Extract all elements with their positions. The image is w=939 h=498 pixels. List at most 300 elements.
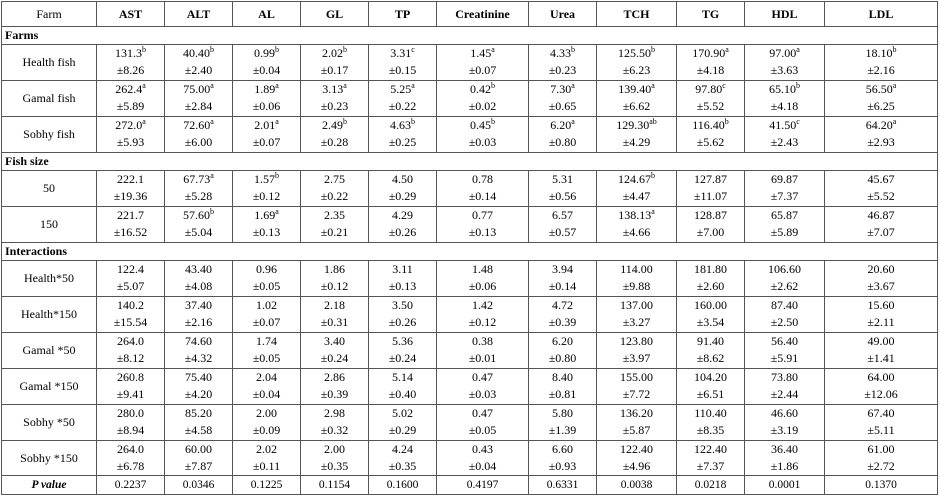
cell-mean (165, 297, 232, 314)
mean-value: 36.40 (771, 442, 798, 456)
row-label: Health fish (2, 45, 97, 81)
table-cell (369, 368, 437, 404)
table-cell (369, 296, 437, 332)
cell-error: ±5.11 (867, 423, 895, 438)
significance-letter: b (343, 117, 347, 127)
significance-letter: c (411, 45, 415, 55)
table-cell (437, 404, 529, 440)
table-row (2, 80, 938, 116)
mean-value: 138.13 (618, 208, 652, 223)
mean-value: 2.98 (324, 406, 345, 421)
table-cell (301, 332, 369, 368)
mean-value: 140.2 (117, 298, 144, 313)
cell-error: ±2.62 (770, 279, 799, 294)
cell-error: ±0.12 (252, 189, 281, 204)
table-cell (529, 368, 597, 404)
table-cell (165, 440, 233, 476)
cell-mean (597, 297, 676, 314)
cell-mean (825, 117, 937, 134)
cell-mean (677, 117, 744, 134)
cell-mean (301, 369, 368, 386)
cell-mean (745, 441, 824, 458)
table-cell (233, 332, 301, 368)
cell-error: ±5.87 (622, 423, 651, 438)
cell-mean (233, 441, 300, 458)
cell-error: ±2.84 (184, 99, 213, 114)
mean-value: 40.40 (183, 46, 210, 61)
cell-mean (677, 81, 744, 98)
cell-error: ±0.06 (252, 99, 281, 114)
cell-mean (97, 261, 164, 278)
cell-error: ±1.41 (867, 351, 895, 366)
cell-error: ±0.04 (252, 63, 281, 78)
mean-value: 1.86 (324, 262, 345, 277)
table-cell (369, 206, 437, 242)
cell-mean (301, 297, 368, 314)
header-row (2, 2, 938, 27)
mean-value: 2.75 (324, 172, 345, 187)
cell-error: ±3.67 (867, 279, 895, 294)
mean-value: 160.00 (694, 298, 727, 313)
significance-letter: a (571, 117, 575, 127)
table-cell (597, 368, 677, 404)
cell-mean (437, 207, 528, 224)
significance-letter: a (142, 81, 146, 91)
cell-mean (97, 369, 164, 386)
cell-error: ±0.12 (320, 279, 349, 294)
mean-value: 264.0 (117, 442, 144, 456)
table-cell (825, 80, 938, 116)
cell-mean (165, 117, 232, 134)
cell-error: ±0.14 (548, 279, 577, 294)
cell-error: ±0.39 (320, 387, 349, 402)
table-cell (437, 368, 529, 404)
table-cell (677, 45, 745, 81)
cell-error: ±8.12 (116, 351, 145, 366)
cell-mean (597, 117, 676, 134)
table-row (2, 45, 938, 81)
cell-error: ±4.20 (184, 387, 213, 402)
mean-value: 222.1 (117, 172, 144, 187)
mean-value: 2.01 (254, 118, 276, 133)
cell-error: ±0.39 (548, 315, 577, 330)
cell-error: ±4.32 (184, 351, 213, 366)
cell-mean (529, 261, 596, 278)
cell-mean (369, 117, 436, 134)
cell-mean (437, 297, 528, 314)
cell-error: ±0.25 (388, 135, 417, 150)
table-cell (437, 260, 529, 296)
pvalue-label: P value (2, 476, 97, 495)
mean-value: 65.10 (769, 82, 796, 97)
pvalue-cell: 0.1225 (233, 476, 301, 495)
table-row (2, 260, 938, 296)
table-cell (369, 80, 437, 116)
mean-value: 2.02 (322, 46, 343, 61)
cell-error: ±2.40 (184, 63, 213, 78)
cell-mean (597, 333, 676, 350)
significance-letter: a (651, 207, 655, 217)
mean-value: 262.4 (115, 82, 143, 97)
table-cell (597, 404, 677, 440)
cell-mean (369, 405, 436, 422)
table-header (2, 2, 938, 27)
table-cell (369, 170, 437, 206)
table-cell (369, 332, 437, 368)
table-cell (369, 260, 437, 296)
mean-value: 2.02 (256, 442, 277, 456)
table-row (2, 440, 938, 476)
mean-value: 2.00 (256, 406, 277, 421)
cell-mean (745, 45, 824, 62)
table-cell (597, 206, 677, 242)
table-cell (233, 368, 301, 404)
table-cell (745, 332, 825, 368)
mean-value: 0.47 (472, 370, 493, 385)
table-cell (301, 260, 369, 296)
mean-value: 46.60 (771, 406, 798, 421)
cell-error: ±2.72 (867, 459, 895, 473)
header-tch: TCH (597, 2, 677, 27)
table-cell (97, 45, 165, 81)
cell-mean (165, 333, 232, 350)
cell-error: ±7.87 (184, 459, 213, 473)
cell-mean (97, 45, 164, 62)
mean-value: 4.50 (392, 172, 413, 187)
header-creatinine: Creatinine (437, 2, 529, 27)
cell-mean (369, 297, 436, 314)
cell-mean (437, 441, 528, 458)
significance-letter: a (725, 45, 729, 55)
cell-mean (825, 45, 937, 62)
mean-value: 3.94 (552, 262, 573, 277)
cell-mean (301, 207, 368, 224)
cell-error: ±0.15 (388, 63, 417, 78)
table-cell (437, 206, 529, 242)
cell-error: ±0.31 (320, 315, 349, 330)
mean-value: 110.40 (694, 406, 727, 421)
cell-error: ±0.04 (252, 387, 281, 402)
table-cell (369, 116, 437, 152)
significance-letter: a (571, 81, 575, 91)
mean-value: 0.45 (470, 118, 491, 133)
table-row (2, 332, 938, 368)
table-cell (529, 170, 597, 206)
mean-value: 67.73 (183, 172, 211, 187)
cell-mean (825, 369, 937, 386)
significance-letter: a (142, 117, 146, 127)
cell-error: ±12.06 (864, 387, 898, 402)
mean-value: 87.40 (771, 298, 798, 313)
cell-mean (529, 297, 596, 314)
cell-error: ±2.50 (770, 315, 799, 330)
mean-value: 124.67 (618, 172, 651, 187)
table-cell (529, 80, 597, 116)
cell-error: ±9.88 (622, 279, 651, 294)
mean-value: 5.02 (392, 406, 413, 421)
row-label: Gamal *50 (2, 332, 97, 368)
significance-letter: b (210, 207, 214, 217)
cell-mean (233, 369, 300, 386)
cell-mean (437, 117, 528, 134)
mean-value: 0.42 (470, 82, 491, 97)
cell-mean (165, 441, 232, 458)
cell-error: ±0.05 (252, 279, 281, 294)
mean-value: 6.57 (552, 208, 573, 223)
cell-mean (597, 405, 676, 422)
cell-error: ±6.62 (622, 99, 651, 114)
cell-mean (437, 261, 528, 278)
table-cell (677, 206, 745, 242)
table-cell (369, 440, 437, 476)
cell-mean (165, 369, 232, 386)
cell-mean (97, 441, 164, 458)
significance-letter: b (210, 45, 214, 55)
table-cell (597, 440, 677, 476)
significance-letter: a (892, 117, 897, 127)
cell-error: ±6.23 (622, 63, 651, 78)
pvalue-cell: 0.0218 (677, 476, 745, 495)
significance-letter: b (892, 45, 897, 55)
table-row (2, 296, 938, 332)
cell-error: ±4.29 (622, 135, 651, 150)
cell-error: ±5.93 (116, 135, 145, 150)
mean-value: 114.00 (620, 262, 653, 277)
cell-error: ±4.18 (696, 63, 725, 78)
table-cell (165, 368, 233, 404)
cell-error: ±5.28 (184, 189, 213, 204)
cell-error: ±2.43 (770, 135, 799, 150)
table-cell (301, 296, 369, 332)
cell-mean (437, 81, 528, 98)
cell-mean (745, 207, 824, 224)
significance-letter: a (892, 81, 897, 91)
mean-value: 122.40 (620, 442, 653, 456)
mean-value: 0.77 (472, 208, 493, 223)
pvalue-row (2, 476, 938, 495)
table-cell (233, 440, 301, 476)
mean-value: 3.11 (392, 262, 413, 277)
cell-mean (369, 207, 436, 224)
cell-error: ±0.12 (468, 315, 497, 330)
cell-error: ±8.94 (116, 423, 145, 438)
mean-value: 3.13 (322, 82, 344, 97)
table-cell (97, 332, 165, 368)
cell-error: ±7.07 (867, 225, 895, 240)
mean-value: 8.40 (552, 370, 573, 385)
cell-mean (597, 441, 676, 458)
cell-error: ±5.89 (116, 99, 145, 114)
mean-value: 75.00 (183, 82, 211, 97)
cell-mean (233, 297, 300, 314)
significance-letter: a (343, 81, 347, 91)
table-cell (597, 45, 677, 81)
cell-error: ±0.02 (468, 99, 497, 114)
section-title: Interactions (2, 242, 938, 260)
cell-mean (165, 45, 232, 62)
table-cell (233, 206, 301, 242)
cell-error: ±0.65 (548, 99, 577, 114)
significance-letter: b (275, 45, 279, 55)
cell-error: ±2.16 (867, 63, 895, 78)
cell-error: ±5.91 (770, 351, 799, 366)
mean-value: 64.20 (865, 118, 893, 133)
cell-mean (301, 81, 368, 98)
table-cell (437, 45, 529, 81)
mean-value: 1.48 (472, 262, 493, 277)
mean-value: 91.40 (697, 334, 724, 349)
cell-error: ±7.00 (696, 225, 725, 240)
mean-value: 137.00 (620, 298, 653, 313)
cell-error: ±4.66 (622, 225, 651, 240)
cell-mean (437, 405, 528, 422)
cell-mean (369, 369, 436, 386)
table-cell (825, 206, 938, 242)
cell-error: ±0.05 (252, 351, 281, 366)
significance-letter: b (651, 45, 655, 55)
cell-mean (301, 441, 368, 458)
table-cell (369, 45, 437, 81)
table-cell (745, 80, 825, 116)
significance-letter: b (571, 45, 575, 55)
mean-value: 6.60 (552, 442, 573, 456)
cell-error: ±16.52 (113, 225, 148, 240)
table-row (2, 368, 938, 404)
significance-letter: a (210, 117, 214, 127)
cell-error: ±0.57 (548, 225, 577, 240)
row-label: Gamal fish (2, 80, 97, 116)
cell-error: ±0.40 (388, 387, 417, 402)
cell-mean (529, 171, 596, 188)
table-cell (825, 170, 938, 206)
significance-letter: a (275, 117, 279, 127)
header-alt: ALT (165, 2, 233, 27)
mean-value: 65.87 (771, 208, 798, 223)
mean-value: 97.80 (695, 82, 723, 97)
significance-letter: a (796, 45, 800, 55)
table-cell (165, 170, 233, 206)
mean-value: 1.89 (254, 82, 276, 97)
cell-mean (97, 405, 164, 422)
results-table (1, 1, 938, 495)
mean-value: 127.87 (694, 172, 727, 187)
cell-mean (677, 369, 744, 386)
table-cell (301, 45, 369, 81)
significance-letter: b (796, 81, 800, 91)
mean-value: 74.60 (185, 334, 212, 349)
significance-letter: ab (649, 117, 657, 127)
mean-value: 45.67 (867, 172, 895, 187)
cell-error: ±0.81 (548, 387, 577, 402)
cell-error: ±19.36 (113, 189, 148, 204)
mean-value: 41.50 (769, 118, 797, 133)
significance-letter: b (724, 117, 729, 127)
pvalue-cell: 0.6331 (529, 476, 597, 495)
table-cell (301, 404, 369, 440)
cell-error: ±0.13 (468, 225, 497, 240)
cell-mean (437, 45, 528, 62)
cell-error: ±0.28 (320, 135, 349, 150)
cell-error: ±0.23 (320, 99, 349, 114)
mean-value: 5.36 (392, 334, 413, 349)
table-cell (165, 296, 233, 332)
table-cell (597, 80, 677, 116)
cell-mean (369, 45, 436, 62)
pvalue-cell: 0.0001 (745, 476, 825, 495)
mean-value: 5.80 (552, 406, 573, 421)
cell-mean (529, 369, 596, 386)
table-cell (165, 80, 233, 116)
mean-value: 15.60 (867, 298, 895, 313)
table-cell (677, 332, 745, 368)
mean-value: 129.30 (616, 118, 650, 133)
mean-value: 2.35 (324, 208, 345, 223)
cell-mean (301, 405, 368, 422)
table-cell (97, 368, 165, 404)
table-body (2, 27, 938, 495)
cell-mean (677, 297, 744, 314)
cell-error: ±2.16 (184, 315, 213, 330)
cell-mean (369, 261, 436, 278)
table-cell (745, 368, 825, 404)
cell-error: ±0.24 (320, 351, 349, 366)
mean-value: 56.50 (865, 82, 893, 97)
cell-error: ±8.26 (116, 63, 145, 78)
cell-mean (369, 441, 436, 458)
table-cell (825, 440, 938, 476)
mean-value: 18.10 (865, 46, 893, 61)
mean-value: 6.20 (550, 118, 572, 133)
table-cell (677, 440, 745, 476)
row-label: 50 (2, 170, 97, 206)
table-row (2, 170, 938, 206)
table-cell (825, 45, 938, 81)
cell-error: ±0.35 (388, 459, 417, 473)
cell-mean (97, 171, 164, 188)
table-cell (97, 80, 165, 116)
table-cell (97, 260, 165, 296)
cell-error: ±0.07 (252, 135, 281, 150)
mean-value: 7.30 (550, 82, 572, 97)
table-cell (165, 332, 233, 368)
significance-letter: b (275, 171, 279, 181)
table-cell (529, 116, 597, 152)
significance-letter: c (796, 117, 800, 127)
mean-value: 131.3 (115, 46, 142, 61)
mean-value: 85.20 (185, 406, 212, 421)
cell-error: ±0.21 (320, 225, 349, 240)
cell-error: ±0.06 (468, 279, 497, 294)
mean-value: 64.00 (867, 370, 895, 385)
cell-error: ±0.23 (548, 63, 577, 78)
cell-error: ±0.11 (252, 459, 281, 473)
mean-value: 20.60 (867, 262, 895, 277)
pvalue-cell: 0.1370 (825, 476, 938, 495)
section-title: Fish size (2, 152, 938, 170)
table-cell (745, 45, 825, 81)
mean-value: 61.00 (867, 442, 895, 456)
table-cell (437, 296, 529, 332)
significance-letter: a (210, 81, 214, 91)
cell-error: ±15.54 (113, 315, 148, 330)
cell-mean (825, 261, 937, 278)
cell-error: ±0.29 (388, 423, 417, 438)
cell-mean (597, 261, 676, 278)
table-cell (165, 404, 233, 440)
cell-mean (745, 117, 824, 134)
table-cell (677, 116, 745, 152)
table-cell (301, 368, 369, 404)
